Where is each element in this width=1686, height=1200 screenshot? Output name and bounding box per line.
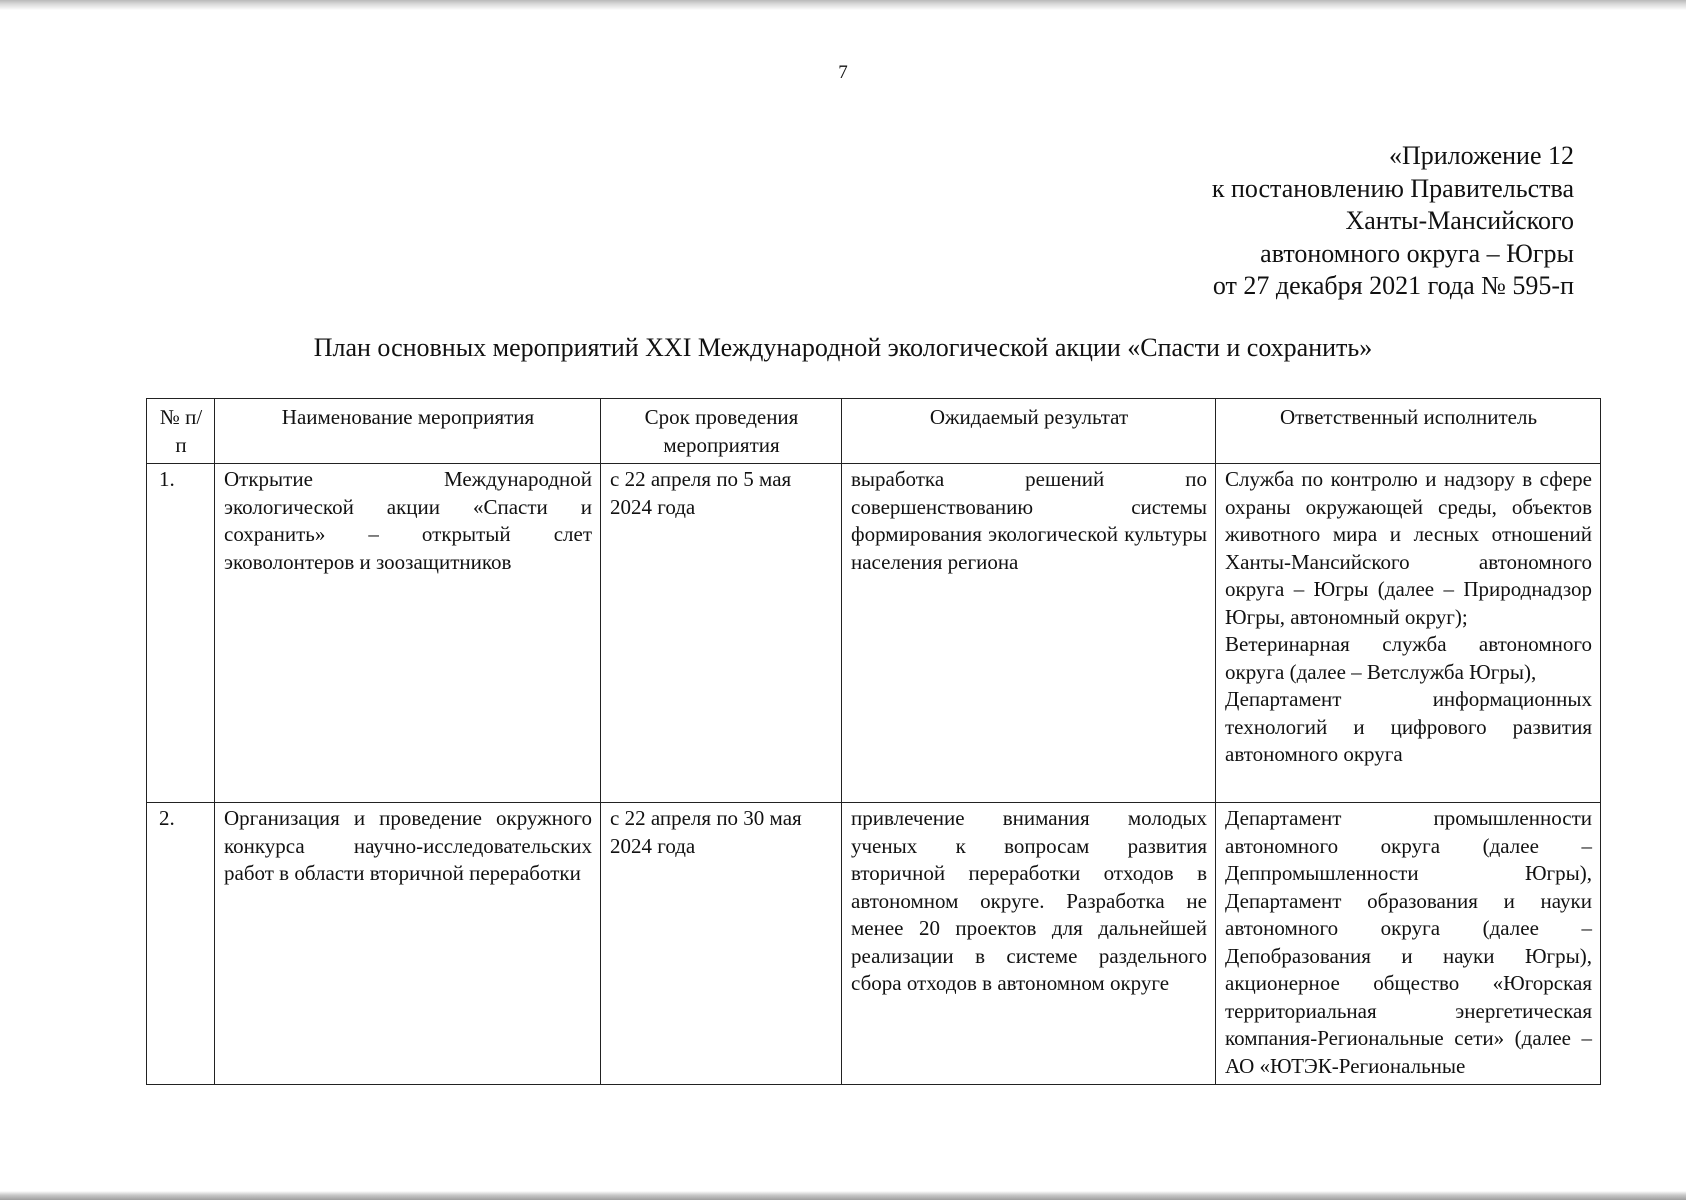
appendix-line: автономного округа – Югры	[1260, 238, 1574, 268]
executor-part: Департамент информационных технологий и цифрового развития автономного округа	[1225, 687, 1592, 766]
header-expected-result: Ожидаемый результат	[842, 399, 1216, 464]
event-name: Открытие Международной экологической акции «Спасти и сохранить» – открытый слет эковолонтеров и зоозащитников	[215, 464, 601, 803]
expected-result: привлечение внимания молодых ученых к вопросам развития вторичной переработки отходов в автономном округе. Разработка не менее 20 проектов для дальнейшей реализации в системе раздельного сбора отходов в автономном округе	[842, 803, 1216, 1085]
executor-part: Служба по контролю и надзору в сфере охраны окружающей среды, объектов животного мира и лесных отношений Ханты-Мансийского автономного округа – Югры (далее – Природнадзор Югры, автономный округ);	[1225, 467, 1592, 629]
expected-result: выработка решений по совершенствованию системы формирования экологической культуры населения региона	[842, 464, 1216, 803]
header-event-name: Наименование мероприятия	[215, 399, 601, 464]
page-number: 7	[838, 62, 848, 83]
executor-part: Ветеринарная служба автономного округа (далее – Ветслужба Югры),	[1225, 632, 1592, 684]
appendix-line: «Приложение 12	[1388, 141, 1574, 170]
scan-edge-top	[0, 0, 1686, 10]
event-term: с 22 апреля по 5 мая 2024 года	[601, 464, 842, 803]
executor-part: Департамент промышленности автономного округа (далее – Деппромышленности Югры), Департамент образования и науки автономного округа (далее – Депобразования и науки Югры), акционерное общество «Югорская территориальная энергетическая компания-Региональные сети» (далее – АО «ЮТЭК-Региональные	[1225, 806, 1592, 1078]
row-number: 1.	[147, 464, 215, 803]
responsible-executor	[1216, 803, 1601, 1085]
header-number: № п/п	[147, 399, 215, 464]
header-responsible-executor: Ответственный исполнитель	[1216, 399, 1601, 464]
events-plan-table	[146, 398, 1601, 1085]
appendix-line: к постановлению Правительства	[1211, 173, 1574, 203]
event-name: Организация и проведение окружного конкурса научно-исследовательских работ в области вторичной переработки	[215, 803, 601, 1085]
document-title: План основных мероприятий XXI Международной экологической акции «Спасти и сохранить»	[313, 333, 1373, 362]
appendix-line: Ханты-Мансийского	[1345, 206, 1574, 235]
appendix-line: от 27 декабря 2021 года № 595-п	[1212, 271, 1574, 300]
table-row	[147, 464, 1601, 803]
table-header-row	[147, 399, 1601, 464]
table-row	[147, 803, 1601, 1085]
responsible-executor	[1216, 464, 1601, 803]
row-number: 2.	[147, 803, 215, 1085]
scan-edge-bottom	[0, 1191, 1686, 1200]
header-term: Срок проведения мероприятия	[601, 399, 842, 464]
appendix-block	[1000, 140, 1574, 303]
event-term: с 22 апреля по 30 мая 2024 года	[601, 803, 842, 1085]
